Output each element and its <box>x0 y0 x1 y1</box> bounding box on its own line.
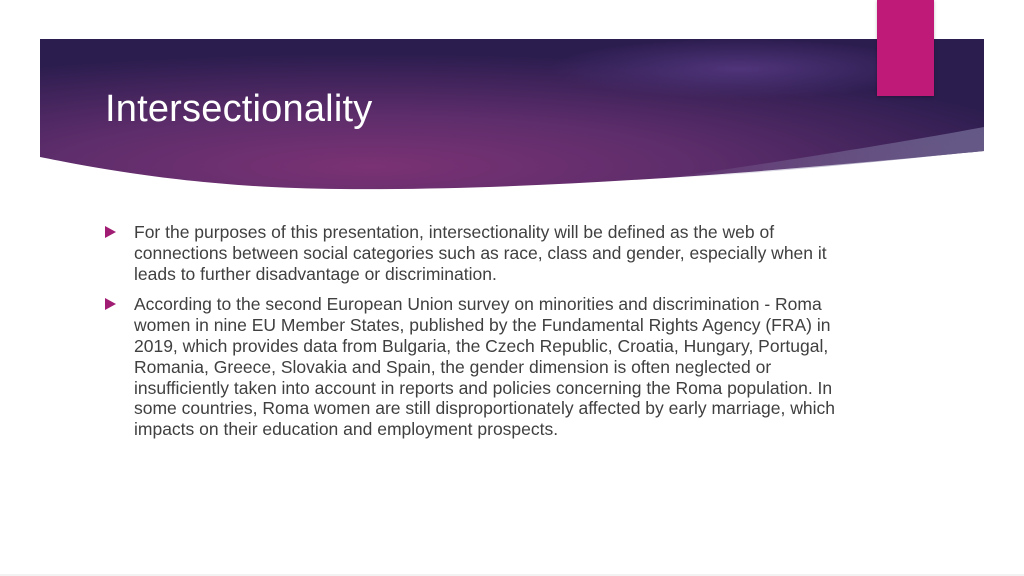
right-triangle-bullet-icon <box>105 298 116 310</box>
right-triangle-bullet-icon <box>105 226 116 238</box>
bullet-item <box>105 294 845 440</box>
slide-title: Intersectionality <box>105 88 373 130</box>
accent-tab <box>877 0 934 96</box>
bullet-text: For the purposes of this presentation, intersectionality will be defined as the web of connections between social categories such as race, class and gender, especially when it leads to further disadvantage or discrimination. <box>134 222 827 284</box>
bullet-text: According to the second European Union survey on minorities and discrimination - Roma women in nine EU Member States, published by the Fundamental Rights Agency (FRA) in 2019, which provides data from Bulgaria, the Czech Republic, Croatia, Hungary, Portugal, Romania, Greece, Slovakia and Spain, the gender dimension is often neglected or insufficiently taken into account in reports and policies concerning the Roma population. In some countries, Roma women are still disproportionately affected by early marriage, which impacts on their education and employment prospects. <box>134 294 835 440</box>
bullet-item <box>105 222 845 284</box>
bullet-list <box>105 222 845 450</box>
